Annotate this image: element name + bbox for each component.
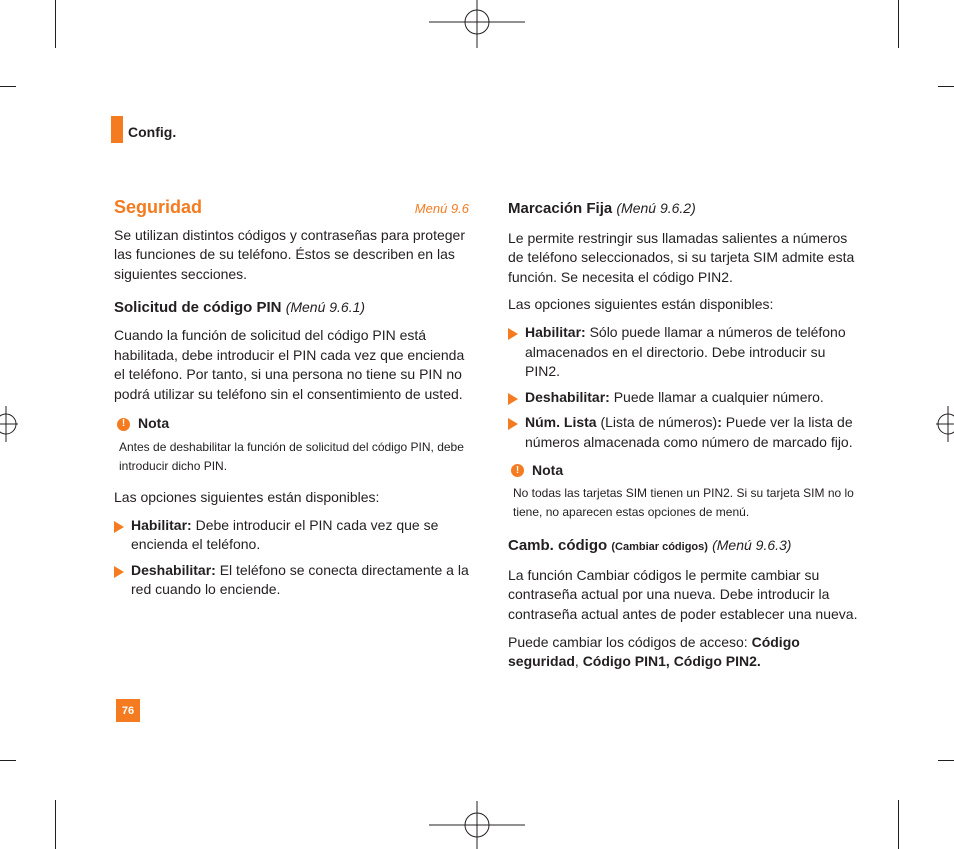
note-label: Nota [138, 415, 170, 432]
access-codes-paragraph [508, 633, 863, 672]
section-title-row [114, 198, 469, 219]
options-intro: Las opciones siguientes están disponibles: [114, 488, 380, 505]
crop-mark [0, 760, 16, 761]
arrow-bullet-icon [114, 521, 124, 533]
list-item-term: Deshabilitar: [525, 388, 610, 405]
list-item-colon: : [717, 414, 722, 431]
crop-mark [898, 800, 899, 849]
list-item-subtext: (Lista de números) [596, 414, 718, 431]
pin-heading [114, 298, 469, 318]
intro-paragraph: Se utilizan distintos códigos y contraseñas para proteger las funciones de su teléfono. Éstos se describen en las siguientes secciones. [114, 226, 465, 282]
list-item-term: Habilitar: [525, 323, 586, 340]
fixed-dial-menu-ref: (Menú 9.6.2) [616, 200, 696, 216]
section-tab-marker [111, 116, 123, 143]
list-item [508, 388, 863, 408]
note-text: No todas las tarjetas SIM tienen un PIN2. Si su tarjeta SIM no lo tiene, no aparecen estas opciones de menú. [513, 486, 854, 520]
list-item-term: Deshabilitar: [131, 561, 216, 578]
change-code-paragraph: La función Cambiar códigos le permite cambiar su contraseña actual por una nueva. Debe introducir la contraseña actual antes de poder establecer una nueva. [508, 566, 858, 622]
fixed-dial-heading-text: Marcación Fija [508, 200, 613, 217]
pin-heading-text: Solicitud de código PIN [114, 299, 282, 317]
note-text: Antes de deshabilitar la función de solicitud del código PIN, debe introducir dicho PIN. [119, 439, 464, 473]
left-column [114, 196, 469, 606]
change-code-heading-text: Camb. código [508, 537, 608, 555]
pin-menu-ref: (Menú 9.6.1) [285, 299, 366, 316]
section-menu-ref: Menú 9.6 [414, 201, 469, 216]
registration-mark-bottom [429, 801, 525, 849]
list-item-term: Habilitar: [131, 516, 192, 533]
exclamation-icon: ! [117, 418, 130, 431]
right-column [508, 196, 863, 680]
change-code-heading [508, 536, 863, 558]
list-item [114, 561, 469, 600]
note-heading [117, 414, 469, 434]
access-codes-intro: Puede cambiar los códigos de acceso: [508, 633, 752, 650]
page-number: 76 [116, 699, 140, 722]
fixed-dial-paragraph: Le permite restringir sus llamadas salientes a números de teléfono seleccionados, si su tarjeta SIM admite esta función. Se necesita el código PIN2. [508, 229, 855, 285]
list-item-text: El teléfono se conecta directamente a la red cuando lo enciende. [131, 561, 469, 598]
options-intro: Las opciones siguientes están disponibles: [508, 296, 774, 313]
registration-mark-top [429, 0, 525, 48]
crop-mark [55, 800, 56, 849]
arrow-bullet-icon [508, 328, 518, 340]
access-code-security: Código seguridad [508, 633, 800, 670]
list-item [508, 413, 863, 452]
section-title: Seguridad [114, 197, 203, 217]
arrow-bullet-icon [508, 418, 518, 430]
crop-mark [938, 86, 954, 87]
crop-mark [0, 86, 16, 87]
note-label: Nota [532, 461, 564, 478]
list-item-text: Debe introducir el PIN cada vez que se encienda el teléfono. [131, 516, 439, 553]
exclamation-icon: ! [511, 464, 524, 477]
registration-mark-right [936, 404, 954, 444]
crop-mark [898, 0, 899, 48]
crop-mark [55, 0, 56, 48]
section-label: Config. [128, 124, 177, 140]
crop-mark [938, 760, 954, 761]
registration-mark-left [0, 404, 18, 444]
arrow-bullet-icon [508, 393, 518, 405]
list-item [508, 323, 863, 382]
change-code-menu-ref: (Menú 9.6.3) [712, 537, 792, 554]
list-item-text: Puede ver la lista de números almacenada como número de marcado fijo. [525, 414, 853, 450]
list-item-text: Puede llamar a cualquier número. [609, 388, 824, 405]
fixed-dial-heading [508, 199, 863, 219]
pin-paragraph: Cuando la función de solicitud del código PIN está habilitada, debe introducir el PIN cada vez que encienda el teléfono. Por tanto, si una persona no tiene su PIN no podrá utilizar su teléfono sin el consentimiento de usted. [114, 326, 465, 402]
arrow-bullet-icon [114, 566, 124, 578]
access-codes-separator: , [574, 653, 583, 670]
list-item-term: Núm. Lista [525, 414, 597, 431]
change-code-subtitle: (Cambiar códigos) [611, 541, 708, 554]
access-code-pins: Código PIN1, Código PIN2. [582, 653, 761, 670]
list-item [114, 516, 469, 555]
list-item-text: Sólo puede llamar a números de teléfono almacenados en el directorio. Debe introducir su PIN2. [525, 323, 846, 380]
note-heading [511, 461, 863, 481]
